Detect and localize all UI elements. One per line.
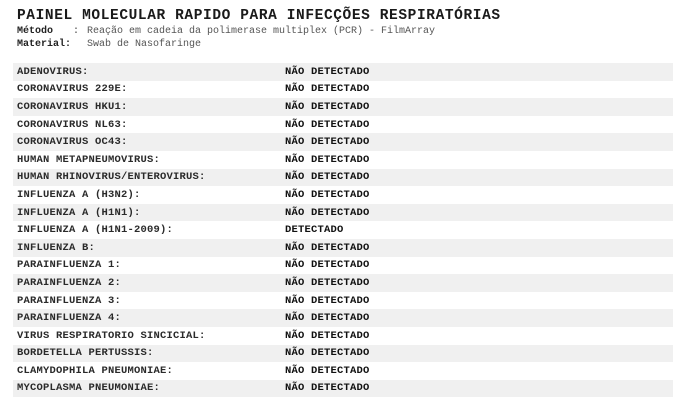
pathogen-name: PARAINFLUENZA 3:	[17, 294, 122, 307]
result-row	[13, 309, 673, 327]
pathogen-name: CLAMYDOPHILA PNEUMONIAE:	[17, 364, 174, 377]
pathogen-name: CORONAVIRUS 229E:	[17, 83, 128, 96]
pathogen-result: NÃO DETECTADO	[285, 153, 370, 166]
pathogen-name: HUMAN RHINOVIRUS/ENTEROVIRUS:	[17, 171, 206, 184]
method-label: Método	[17, 26, 54, 37]
pathogen-name: MYCOPLASMA PNEUMONIAE:	[17, 382, 161, 395]
result-row	[13, 257, 673, 275]
pathogen-name: PARAINFLUENZA 4:	[17, 312, 122, 325]
method-separator: :	[73, 26, 80, 37]
material-line	[17, 38, 673, 51]
method-value: Reação em cadeia da polimerase multiplex (PCR) - FilmArray	[87, 26, 436, 37]
result-row	[13, 239, 673, 257]
pathogen-result: NÃO DETECTADO	[285, 382, 370, 395]
pathogen-name: CORONAVIRUS OC43:	[17, 136, 128, 149]
page-title: PAINEL MOLECULAR RAPIDO PARA INFECÇÕES RESPIRATÓRIAS	[17, 8, 501, 24]
material-value: Swab de Nasofaringe	[87, 39, 202, 50]
pathogen-result: NÃO DETECTADO	[285, 118, 370, 131]
pathogen-result: NÃO DETECTADO	[285, 259, 370, 272]
result-row	[13, 327, 673, 345]
result-row	[13, 345, 673, 363]
pathogen-result: NÃO DETECTADO	[285, 136, 370, 149]
result-row	[13, 81, 673, 99]
result-row	[13, 362, 673, 380]
result-row	[13, 292, 673, 310]
method-line	[17, 25, 673, 38]
pathogen-name: INFLUENZA A (H1N1-2009):	[17, 224, 174, 237]
results-table	[13, 63, 673, 397]
pathogen-result: NÃO DETECTADO	[285, 347, 370, 360]
pathogen-result: NÃO DETECTADO	[285, 65, 370, 78]
result-row	[13, 380, 673, 398]
pathogen-result: NÃO DETECTADO	[285, 364, 370, 377]
pathogen-name: INFLUENZA A (H3N2):	[17, 188, 141, 201]
result-row	[13, 151, 673, 169]
result-row	[13, 204, 673, 222]
pathogen-result: NÃO DETECTADO	[285, 276, 370, 289]
result-row	[13, 116, 673, 134]
pathogen-result: NÃO DETECTADO	[285, 171, 370, 184]
result-row	[13, 63, 673, 81]
result-row	[13, 221, 673, 239]
pathogen-result: NÃO DETECTADO	[285, 206, 370, 219]
pathogen-result: NÃO DETECTADO	[285, 312, 370, 325]
pathogen-result: NÃO DETECTADO	[285, 294, 370, 307]
material-label: Material:	[17, 39, 72, 50]
pathogen-name: VIRUS RESPIRATORIO SINCICIAL:	[17, 329, 206, 342]
pathogen-name: BORDETELLA PERTUSSIS:	[17, 347, 154, 360]
pathogen-result: NÃO DETECTADO	[285, 188, 370, 201]
pathogen-name: INFLUENZA A (H1N1):	[17, 206, 141, 219]
pathogen-name: CORONAVIRUS NL63:	[17, 118, 128, 131]
pathogen-result: DETECTADO	[285, 224, 344, 237]
pathogen-result: NÃO DETECTADO	[285, 83, 370, 96]
result-row	[13, 169, 673, 187]
pathogen-name: INFLUENZA B:	[17, 241, 96, 254]
pathogen-name: CORONAVIRUS HKU1:	[17, 100, 128, 113]
pathogen-result: NÃO DETECTADO	[285, 100, 370, 113]
pathogen-name: HUMAN METAPNEUMOVIRUS:	[17, 153, 161, 166]
pathogen-name: PARAINFLUENZA 2:	[17, 276, 122, 289]
result-row	[13, 133, 673, 151]
result-row	[13, 98, 673, 116]
pathogen-result: NÃO DETECTADO	[285, 329, 370, 342]
pathogen-name: ADENOVIRUS:	[17, 65, 89, 78]
result-row	[13, 186, 673, 204]
result-row	[13, 274, 673, 292]
pathogen-name: PARAINFLUENZA 1:	[17, 259, 122, 272]
pathogen-result: NÃO DETECTADO	[285, 241, 370, 254]
report-header	[17, 8, 673, 51]
